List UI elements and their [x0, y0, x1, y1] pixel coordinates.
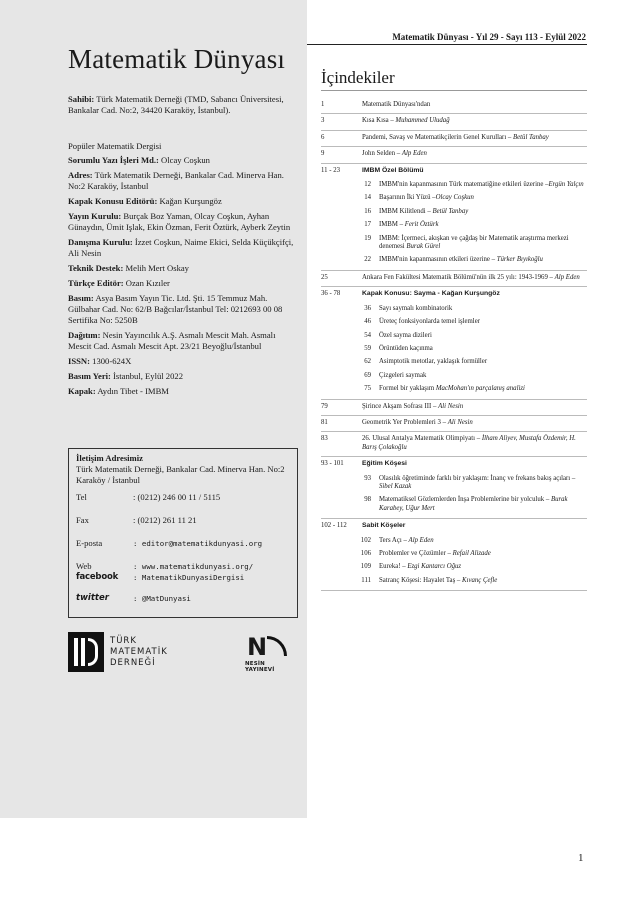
toc-page: 81 [321, 418, 328, 426]
toc-page: 22 [364, 256, 371, 264]
credit-value: Asya Basım Yayın Tic. Ltd. Şti. 15 Temmuz Mah. Gülbahar Cad. No: 62/B Bağcılar/İstanbul Tel: 0212693 00 08 Sertifika No: 5250B [68, 293, 283, 325]
toc-row[interactable] [321, 330, 587, 343]
tmd-line-3: DERNEĞİ [110, 657, 156, 668]
toc-title-text: IMBM Kilitlendi – [379, 207, 433, 215]
page-number: 1 [578, 852, 584, 864]
credit-value: İzzet Coşkun, Naime Ekici, Selda Küçükçifçi, Ali Nesin [68, 237, 294, 258]
toc-title-text: IMBM'nin kapanmasının etkileri üzerine – [379, 256, 497, 264]
toc-row[interactable] [321, 400, 587, 416]
toc-title-text: Üreteç fonksiyonlarda temel işlemler [379, 318, 480, 326]
toc-row[interactable] [321, 98, 587, 114]
toc-title-text: Ters Açı – [379, 536, 409, 544]
credit-item [68, 330, 298, 352]
toc-entry-title [377, 563, 587, 571]
toc-row[interactable] [321, 179, 587, 192]
credit-value: Olcay Coşkun [161, 155, 210, 165]
toc-author: Olcay Coşkun [435, 194, 474, 202]
toc-page: 17 [364, 221, 371, 229]
toc-section-items [321, 473, 587, 520]
toc-entry-title [377, 318, 587, 326]
toc-entry-title [377, 537, 587, 545]
toc-row[interactable] [321, 316, 587, 329]
toc-row[interactable] [321, 519, 587, 534]
facebook-link[interactable]: : MatematikDunyasiDergisi [133, 573, 245, 582]
toc-entry-title [377, 332, 587, 340]
toc-row[interactable] [321, 192, 587, 205]
toc-title-text: IMBM: İçermeci, akışkan ve çağdaş bir Matematik araştırma merkezi denemesi [379, 234, 569, 251]
credit-item [68, 371, 298, 382]
toc-entry-title [377, 372, 587, 380]
toc-entry-title [377, 208, 587, 216]
toc-title-text: Şirince Akşam Sofrası III – [362, 402, 439, 410]
nesin-text: NESİN YAYINEVİ [245, 661, 275, 673]
tel-value: : (0212) 246 00 11 / 5115 [133, 492, 221, 502]
toc-page: 106 [360, 550, 371, 557]
toc-title-text: Kısa Kısa – [362, 117, 396, 125]
table-of-contents [321, 98, 587, 591]
toc-page: 111 [361, 576, 371, 584]
toc-row[interactable] [321, 473, 587, 495]
toc-row[interactable] [321, 356, 587, 369]
fax-label: Fax [76, 515, 89, 525]
toc-row[interactable] [321, 147, 587, 163]
toc-author: Betül Tanbay [513, 133, 549, 141]
credit-value: Aydın Tibet - IMBM [97, 386, 169, 396]
toc-row[interactable] [321, 114, 587, 130]
publisher-label: Sahibi: [68, 94, 95, 104]
toc-title-text: IMBM – [379, 221, 405, 229]
tmd-line-2: MATEMATİK [110, 646, 168, 657]
credit-item [68, 237, 298, 259]
toc-entry-title [377, 235, 587, 252]
toc-section-items [321, 303, 587, 400]
credit-label: Dağıtım: [68, 330, 101, 340]
left-panel [0, 0, 307, 818]
toc-row[interactable] [321, 432, 587, 457]
toc-row[interactable] [321, 233, 587, 255]
toc-entry-title [377, 181, 587, 189]
toc-title-text: Eğitim Köşesi [362, 460, 407, 468]
toc-author: Ergün Yalçın [548, 181, 584, 189]
toc-title-text: Problemler ve Çözümler – [379, 550, 453, 557]
toc-page: 93 [364, 474, 371, 482]
toc-row[interactable] [321, 383, 587, 396]
contact-address: Türk Matematik Derneği, Bankalar Cad. Minerva Han. No:2 Karaköy / İstanbul [76, 464, 285, 485]
toc-page: 83 [321, 435, 328, 443]
toc-title-text: Formel bir yaklaşım [379, 385, 436, 393]
toc-page: 69 [364, 371, 371, 379]
toc-page: 62 [364, 358, 371, 366]
toc-page: 12 [364, 181, 371, 189]
credit-item [68, 293, 298, 326]
toc-author: Betül Tanbay [432, 207, 469, 215]
facebook-icon: facebook [76, 572, 119, 582]
toc-author: Ezgi Kantarcı Oğuz [407, 563, 462, 571]
twitter-link[interactable]: : @MatDunyasi [133, 594, 191, 603]
credit-item [68, 170, 298, 192]
running-header: Matematik Dünyası - Yıl 29 - Sayı 113 - Eylül 2022 [392, 32, 586, 42]
toc-row[interactable] [321, 206, 587, 219]
toc-title-text: Olasılık öğretiminde farklı bir yaklaşım: İnanç ve frekans bakış açıları – [379, 474, 576, 482]
credit-value: Nesin Yayıncılık A.Ş. Asmalı Mescit Mah. Asmalı Mescit Cad. Asmalı Mescit Apt. 23/21 Beyoğlu/İstanbul [68, 330, 276, 351]
toc-title-text: Satranç Köşesi: Hayalet Taş – [379, 576, 463, 584]
toc-row[interactable] [321, 219, 587, 232]
toc-title-text: IMBM'nin kapanmasının Türk matematiğine etkileri üzerine – [379, 181, 549, 189]
nesin-rays-icon [267, 636, 287, 656]
toc-row[interactable] [321, 343, 587, 356]
credit-value: Ozan Kızıler [125, 278, 170, 288]
credit-value: 1300-624X [92, 356, 132, 366]
toc-author: Refail Alizade [452, 550, 491, 557]
toc-entry-title [362, 134, 587, 142]
toc-entry-title [362, 435, 587, 452]
toc-entry-title [377, 221, 587, 229]
email-label: E-posta [76, 538, 103, 548]
toc-entry-title [362, 460, 587, 468]
twitter-icon: twitter [76, 593, 109, 603]
toc-entry-title [377, 475, 587, 492]
toc-row[interactable] [321, 457, 587, 472]
toc-entry-title [377, 550, 587, 558]
fax-value: : (0212) 261 11 21 [133, 515, 197, 525]
toc-author: Türker Bıyıkoğlu [496, 256, 543, 264]
toc-row[interactable] [321, 548, 587, 561]
toc-title-text: Asimptotik metotlar, yaklaşık formüller [379, 358, 488, 366]
toc-author: Alp Eden [408, 536, 434, 544]
toc-row[interactable] [321, 287, 587, 302]
toc-page: 36 [364, 304, 371, 312]
credits-list [68, 155, 298, 401]
toc-entry-title [362, 522, 587, 530]
tel-label: Tel [76, 492, 87, 502]
toc-entry-title [362, 150, 587, 158]
toc-entry-title [377, 256, 587, 264]
toc-entry-title [362, 117, 587, 125]
toc-entry-title [377, 345, 587, 353]
toc-page: 109 [360, 563, 371, 571]
nesin-logo [243, 632, 295, 672]
tmd-line-1: TÜRK [110, 635, 137, 646]
tmd-mark-icon [68, 632, 104, 672]
toc-page: 3 [321, 117, 325, 125]
toc-author: Burak Karabey, Uğur Mert [379, 496, 568, 512]
toc-entry-title [362, 101, 587, 109]
contact-box [68, 448, 298, 618]
credit-item [68, 386, 298, 397]
credit-item [68, 278, 298, 289]
toc-author: İlham Aliyev, Mustafa Özdemir, H. Barış Çolakoğlu [362, 435, 576, 451]
credit-item [68, 196, 298, 207]
toc-author: Muhammed Uludağ [395, 117, 450, 125]
toc-page: 98 [364, 496, 371, 504]
credit-value: Türk Matematik Derneği, Bankalar Cad. Minerva Han. No:2 Karaköy, İstanbul [68, 170, 284, 191]
web-link[interactable]: : www.matematikdunyasi.org/ [133, 562, 254, 571]
toc-title-text: Başarının İki Yüzü – [379, 194, 436, 202]
toc-page: 11 - 23 [321, 166, 341, 174]
subtitle: Popüler Matematik Dergisi [68, 141, 162, 151]
toc-title-text: Eureka! – [379, 563, 408, 571]
toc-page: 19 [364, 234, 371, 242]
toc-title-text: Sabit Köşeler [362, 522, 406, 530]
toc-page: 102 - 112 [321, 522, 347, 530]
toc-entry-title [377, 496, 587, 513]
toc-page: 75 [364, 385, 371, 393]
tmd-logo [68, 632, 168, 672]
credit-label: Sorumlu Yazı İşleri Md.: [68, 155, 159, 165]
credit-label: Basım: [68, 293, 94, 303]
toc-author: MacMohan'ın parçalanış analizi [435, 385, 525, 393]
publisher-block [68, 94, 298, 116]
toc-page: 14 [364, 194, 371, 202]
toc-row[interactable] [321, 254, 587, 267]
toc-row[interactable] [321, 303, 587, 316]
toc-page: 102 [360, 536, 371, 544]
toc-page: 6 [321, 133, 325, 141]
toc-section-items [321, 535, 587, 592]
toc-title-text: Çizgeleri saymak [379, 371, 427, 379]
web-label: Web [76, 561, 92, 571]
credit-value: Kağan Kurşungöz [159, 196, 222, 206]
toc-author: Ferit Öztürk [404, 221, 439, 229]
toc-author: Alp Eden [401, 150, 427, 158]
toc-page: 36 - 78 [321, 290, 341, 298]
toc-page: 79 [321, 402, 328, 410]
credit-item [68, 263, 298, 274]
toc-page: 93 - 101 [321, 460, 344, 468]
toc-page: 46 [364, 318, 371, 326]
publisher-value: Türk Matematik Derneği (TMD, Sabancı Üniversitesi, Bankalar Cad. No:2, 34420 Karaköy, İstanbul). [68, 94, 284, 115]
toc-author: Ali Nesin [447, 418, 473, 426]
credit-label: Kapak Konusu Editörü: [68, 196, 158, 206]
credit-value: Melih Mert Oskay [125, 263, 189, 273]
toc-section-items [321, 179, 587, 271]
toc-title-text: Örüntüden kaçınma [379, 344, 433, 352]
toc-entry-title [362, 274, 587, 282]
nesin-letter: N [247, 633, 268, 661]
toc-page: 25 [321, 273, 328, 281]
toc-page: 1 [321, 101, 325, 108]
credit-label: Kapak: [68, 386, 96, 396]
header-rule [307, 44, 587, 45]
masthead: Matematik Dünyası [68, 44, 286, 74]
toc-title-text: 26. Ulusal Antalya Matematik Olimpiyatı – [362, 435, 482, 443]
toc-author: Burak Gürel [406, 243, 441, 251]
credit-label: Adres: [68, 170, 93, 180]
toc-title-text: Ankara Fen Fakültesi Matematik Bölümü'nün ilk 25 yılı: 1943-1969 – [362, 273, 555, 281]
credit-value: İstanbul, Eylül 2022 [113, 371, 183, 381]
credit-label: ISSN: [68, 356, 90, 366]
credit-label: Teknik Destek: [68, 263, 124, 273]
toc-entry-title [377, 358, 587, 366]
toc-row[interactable] [321, 164, 587, 179]
toc-entry-title [377, 305, 587, 313]
toc-entry-title [377, 577, 587, 585]
toc-entry-title [377, 194, 587, 202]
toc-title-text: IMBM Özel Bölümü [362, 166, 424, 174]
toc-row[interactable] [321, 494, 587, 516]
credit-item [68, 211, 298, 233]
toc-title-text: Matematiksel Gözlemlerden İnşa Problemlerine bir yolculuk – [379, 496, 551, 504]
toc-page: 59 [364, 344, 371, 352]
toc-row[interactable] [321, 370, 587, 383]
toc-title-text: Geometrik Yer Problemleri 3 – [362, 418, 448, 426]
toc-author: Kıvanç Çefle [462, 576, 498, 584]
credit-label: Basım Yeri: [68, 371, 111, 381]
toc-row[interactable] [321, 271, 587, 287]
toc-author: Sibel Kazak [379, 482, 412, 490]
toc-entry-title [362, 419, 587, 427]
toc-title-text: Matematik Dünyası'ndan [362, 101, 431, 108]
toc-row[interactable] [321, 416, 587, 432]
credit-label: Türkçe Editör: [68, 278, 124, 288]
toc-row[interactable] [321, 561, 587, 574]
credit-label: Danışma Kurulu: [68, 237, 133, 247]
toc-entry-title [362, 403, 587, 411]
email-link[interactable]: : editor@matematikdunyasi.org [133, 539, 263, 548]
toc-title-text: Kapak Konusu: Sayma - Kağan Kurşungöz [362, 290, 500, 298]
toc-page: 54 [364, 331, 371, 339]
toc-row[interactable] [321, 575, 587, 588]
toc-title-text: Pandemi, Savaş ve Matematikçilerin Genel Kurulları – [362, 133, 513, 141]
toc-title-text: John Selden – [362, 150, 402, 158]
contact-title: İletişim Adresimiz [76, 453, 143, 463]
toc-author: Alp Eden [554, 273, 580, 281]
credit-value: Burçak Boz Yaman, Olcay Coşkun, Ayhan Günaydın, Ümit Işlak, Ekin Özman, Ferit Öztürk, Ayberk Zeytin [68, 211, 291, 232]
credit-item [68, 356, 298, 367]
credit-item [68, 155, 298, 166]
toc-entry-title [377, 385, 587, 393]
toc-row[interactable] [321, 131, 587, 147]
toc-entry-title [362, 167, 587, 175]
toc-row[interactable] [321, 535, 587, 548]
toc-author: Ali Nesin [438, 402, 464, 410]
toc-title-text: Özel sayma dizileri [379, 331, 432, 339]
toc-title-text: Sayı saymalı kombinatorik [379, 304, 453, 312]
toc-title-rule [321, 90, 587, 91]
credit-label: Yayın Kurulu: [68, 211, 122, 221]
toc-page: 9 [321, 150, 325, 158]
toc-title: İçindekiler [321, 68, 395, 87]
toc-page: 16 [364, 207, 371, 215]
toc-entry-title [362, 290, 587, 298]
